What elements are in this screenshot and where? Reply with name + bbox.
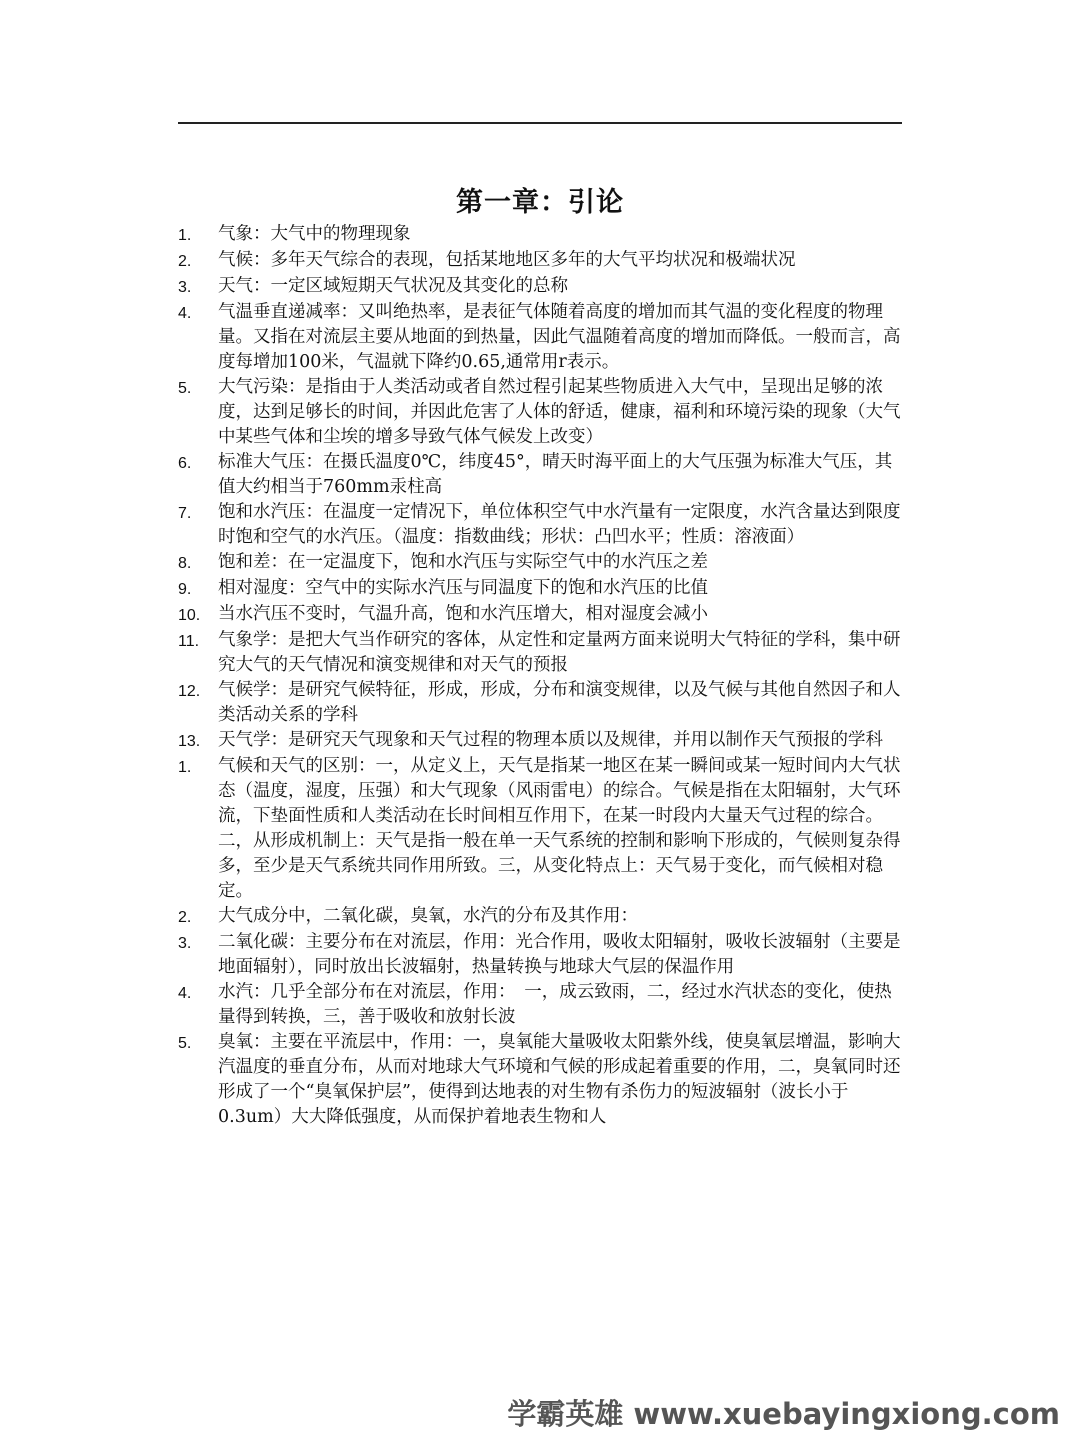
list-item <box>178 628 902 678</box>
item-text: 标准大气压：在摄氏温度0℃，纬度45°，晴天时海平面上的大气压强为标准大气压，其值大约相当于760mm汞柱高 <box>218 452 893 497</box>
item-text: 臭氧：主要在平流层中，作用：一，臭氧能大量吸收太阳紫外线，使臭氧层增温，影响大汽温度的垂直分布，从而对地球大气环境和气候的形成起着重要的作用，二，臭氧同时还形成了一个“臭氧保护层”，使得到达地表的对生物有杀伤力的短波辐射（波长小于0.3um）大大降低强度，从而保护着地表生物和人 <box>218 1032 901 1127</box>
item-number: 4. <box>178 985 192 1002</box>
list-item <box>178 904 902 930</box>
item-number: 13. <box>178 733 201 750</box>
item-number: 12. <box>178 683 201 700</box>
chapter-title: 第一章：引论 <box>456 187 624 218</box>
list-item <box>178 450 902 500</box>
list-item <box>178 576 902 602</box>
item-number: 7. <box>178 505 192 522</box>
list-item <box>178 1030 902 1130</box>
list-item <box>178 930 902 980</box>
item-number: 5. <box>178 1035 192 1052</box>
list-item <box>178 602 902 628</box>
item-text: 天气：一定区域短期天气状况及其变化的总称 <box>218 276 568 296</box>
item-text: 饱和差：在一定温度下，饱和水汽压与实际空气中的水汽压之差 <box>218 552 708 572</box>
list-item <box>178 980 902 1030</box>
list-item <box>178 500 902 550</box>
item-text: 大气污染：是指由于人类活动或者自然过程引起某些物质进入大气中，呈现出足够的浓度，达到足够长的时间，并因此危害了人体的舒适，健康，福利和环境污染的现象（大气中某些气体和尘埃的增多导致气体气候发上改变） <box>218 377 901 447</box>
item-text: 气象：大气中的物理现象 <box>218 224 411 244</box>
item-number: 2. <box>178 909 192 926</box>
list-item <box>178 728 902 754</box>
list-item <box>178 300 902 375</box>
item-text: 当水汽压不变时，气温升高，饱和水汽压增大，相对湿度会减小 <box>218 604 708 624</box>
item-text: 二氧化碳：主要分布在对流层，作用：光合作用，吸收太阳辐射，吸收长波辐射（主要是地面辐射），同时放出长波辐射，热量转换与地球大气层的保温作用 <box>218 932 901 977</box>
item-number: 9. <box>178 581 192 598</box>
list-item <box>178 754 902 904</box>
item-text: 天气学：是研究天气现象和天气过程的物理本质以及规律，并用以制作天气预报的学科 <box>218 730 883 750</box>
item-text: 饱和水汽压：在温度一定情况下，单位体积空气中水汽量有一定限度，水汽含量达到限度时饱和空气的水汽压。（温度：指数曲线；形状：凸凹水平；性质：溶液面） <box>218 502 901 547</box>
item-number: 3. <box>178 935 192 952</box>
site-watermark: 学霸英雄 www.xuebayingxiong.com <box>507 1397 1060 1431</box>
item-number: 2. <box>178 253 192 270</box>
item-text: 大气成分中，二氧化碳，臭氧，水汽的分布及其作用： <box>218 906 638 926</box>
item-number: 11. <box>178 633 200 650</box>
item-text: 水汽：几乎全部分布在对流层，作用： 一，成云致雨，二，经过水汽状态的变化，使热量得到转换，三，善于吸收和放射长波 <box>218 982 892 1027</box>
list-item <box>178 248 902 274</box>
item-number: 6. <box>178 455 192 472</box>
item-number: 1. <box>178 227 192 244</box>
definition-list <box>178 222 902 1130</box>
item-text: 气象学：是把大气当作研究的客体，从定性和定量两方面来说明大气特征的学科，集中研究大气的天气情况和演变规律和对天气的预报 <box>218 630 901 675</box>
item-text: 气温垂直递减率：又叫绝热率，是表征气体随着高度的增加而其气温的变化程度的物理量。又指在对流层主要从地面的到热量，因此气温随着高度的增加而降低。一般而言，高度每增加100米，气温就下降约0.65,通常用r表示。 <box>218 302 901 372</box>
list-item <box>178 274 902 300</box>
item-text: 气候和天气的区别：一，从定义上，天气是指某一地区在某一瞬间或某一短时间内大气状态（温度，湿度，压强）和大气现象（风雨雷电）的综合。气候是指在太阳辐射，大气环流，下垫面性质和人类活动在长时间相互作用下，在某一时段内大量天气过程的综合。二，从形成机制上：天气是指一般在单一天气系统的控制和影响下形成的，气候则复杂得多，至少是天气系统共同作用所致。三，从变化特点上：天气易于变化，而气候相对稳定。 <box>218 756 901 901</box>
item-text: 气候学：是研究气候特征，形成，形成，分布和演变规律，以及气候与其他自然因子和人类活动关系的学科 <box>218 680 901 725</box>
item-text: 气候：多年天气综合的表现，包括某地地区多年的大气平均状况和极端状况 <box>218 250 796 270</box>
item-number: 3. <box>178 279 192 296</box>
item-number: 8. <box>178 555 192 572</box>
list-item <box>178 222 902 248</box>
item-number: 1. <box>178 759 192 776</box>
header-rule <box>178 122 902 124</box>
item-text: 相对湿度：空气中的实际水汽压与同温度下的饱和水汽压的比值 <box>218 578 708 598</box>
item-number: 5. <box>178 380 192 397</box>
list-item <box>178 678 902 728</box>
list-item <box>178 550 902 576</box>
item-number: 4. <box>178 305 192 322</box>
list-item <box>178 375 902 450</box>
item-number: 10. <box>178 607 201 624</box>
